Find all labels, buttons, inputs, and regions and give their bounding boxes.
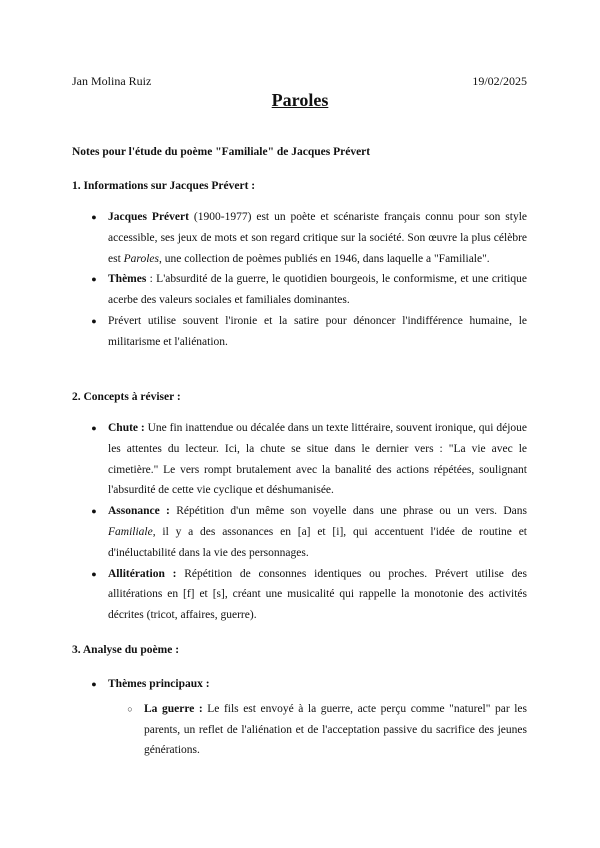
list-item bbox=[72, 269, 527, 311]
section-heading-2: 2. Concepts à réviser : bbox=[72, 391, 181, 403]
item-text: , il y a des assonances en [a] et [i], qui accentuent l'idée de routine et d'inéluctabilité dans la vie des personnages. bbox=[108, 525, 527, 559]
item-text: , une collection de poèmes publiés en 1946, dans laquelle a "Familiale". bbox=[159, 252, 490, 265]
document-title: Paroles bbox=[271, 90, 329, 110]
section-heading-3: 3. Analyse du poème : bbox=[72, 644, 180, 656]
item-term: Allitération : bbox=[108, 567, 177, 580]
item-italic: Familiale bbox=[108, 525, 153, 538]
item-text: (1900-1977) est un poète et scénariste français connu pour son style accessible, ses jeux de mots et son regard critique sur la société. Son œuvre la plus célèbre est bbox=[108, 211, 527, 265]
item-term: Thèmes bbox=[108, 273, 147, 286]
section-heading-1: 1. Informations sur Jacques Prévert : bbox=[72, 180, 256, 192]
bullet-icon: ● bbox=[91, 274, 97, 285]
list-item bbox=[72, 674, 527, 761]
item-term: Jacques Prévert bbox=[108, 211, 189, 223]
intro-heading: Notes pour l'étude du poème "Familiale" de Jacques Prévert bbox=[72, 146, 371, 158]
item-text: : L'absurdité de la guerre, le quotidien bourgeois, le conformisme, et une critique acerbe des valeurs sociales et familiales dominantes. bbox=[108, 273, 527, 307]
list-item bbox=[72, 311, 527, 353]
section-1-list bbox=[72, 207, 527, 353]
item-text: Une fin inattendue ou décalée dans un texte littéraire, souvent ironique, qui déjoue les attentes du lecteur. Ici, la chute se situe dans le dernier vers : "La vie avec le cimetière." Le vers rompt brutalement avec la banalité des actions répétées, soulignant l'absurdité de cette vie cyclique et déshumanisée. bbox=[108, 422, 527, 497]
item-text: Répétition de consonnes identiques ou proches. Prévert utilise des allitérations en [f] et [s], créant une musicalité qui rappelle la monotonie des activités décrites (tricot, affaires, guerre). bbox=[108, 567, 527, 622]
item-term: Chute : bbox=[108, 422, 145, 434]
list-item bbox=[72, 501, 527, 563]
sub-list-item bbox=[108, 699, 527, 761]
sub-list bbox=[108, 699, 527, 761]
sub-item-term: La guerre : bbox=[144, 702, 203, 715]
sub-item-text: Le fils est envoyé à la guerre, acte perçu comme "naturel" par les parents, un reflet de l'aliénation et de l'acceptation passive du sacrifice des jeunes générations. bbox=[144, 702, 528, 757]
document-date: 19/02/2025 bbox=[472, 74, 527, 88]
bullet-icon: ● bbox=[91, 506, 97, 517]
item-text: Répétition d'un même son voyelle dans une phrase ou un vers. Dans bbox=[169, 505, 527, 518]
item-text: Prévert utilise souvent l'ironie et la satire pour dénoncer l'indifférence humaine, le militarisme et l'aliénation. bbox=[108, 314, 527, 348]
section-3-list bbox=[72, 674, 527, 761]
author-name: Jan Molina Ruiz bbox=[72, 74, 152, 88]
list-item bbox=[72, 207, 527, 269]
bullet-icon: ● bbox=[91, 212, 97, 222]
item-term: Thèmes principaux : bbox=[108, 678, 210, 690]
item-term: Assonance : bbox=[108, 505, 170, 518]
bullet-icon: ● bbox=[91, 679, 97, 689]
bullet-icon: ● bbox=[91, 315, 97, 326]
list-item bbox=[72, 564, 527, 626]
list-item bbox=[72, 418, 527, 501]
item-italic: Paroles bbox=[123, 252, 160, 265]
hollow-bullet-icon: ○ bbox=[127, 703, 133, 714]
bullet-icon: ● bbox=[91, 423, 97, 433]
bullet-icon: ● bbox=[91, 568, 97, 579]
section-2-list bbox=[72, 418, 527, 626]
